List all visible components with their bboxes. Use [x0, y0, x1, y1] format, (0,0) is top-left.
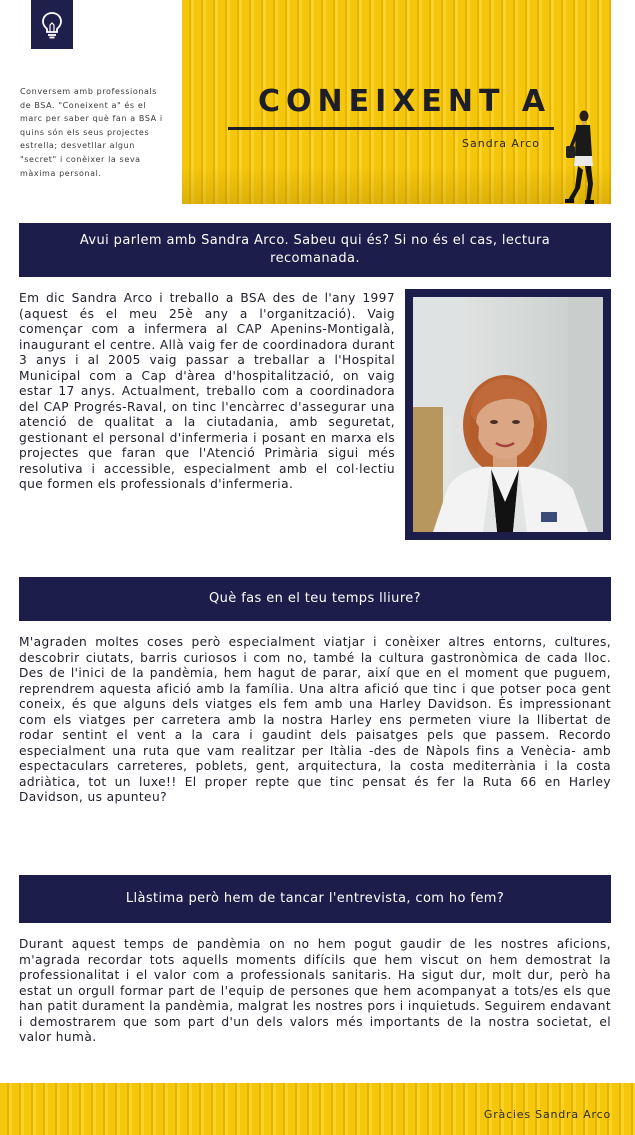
- section-body-free-time: M'agraden moltes coses però especialment viatjar i conèixer altres entorns, cultures, descobrir ciutats, barris curiosos i com no, també la cultura gastronòmica de cada lloc. Des de l'inici de la pandèmia, hem hagut de parar, així que en el moment que puguem, reprendrem aquesta afició amb la família. Una altra afició que tinc i que potser poca gent coneix, és que alguns dels viatges els fem amb una Harley Davidson. És impressionant com els viatges per carretera amb la nostra Harley ens permeten viure la llibertat de rodar sentint el vent a la cara i gaudint dels paisatges pels que passem. Recordo especialment una ruta que vam realitzar per Itàlia -des de Nàpols fins a Venècia- amb espectaculars carreteres, poblets, gent, arquitectura, la costa mediterrània i la costa adriàtica, tot un luxe!! El proper repte que tinc pensat és fer la Ruta 66 en Harley Davidson, us apunteu?: [19, 635, 611, 804]
- lightbulb-icon: [40, 11, 64, 39]
- title-underline: [228, 127, 554, 130]
- intro-text: Conversem amb professionals de BSA. "Coneixent a" és el marc per saber què fan a BSA i quins són els seus projectes estrella; desvetllar algun "secret" i conèixer la seva màxima personal.: [20, 87, 163, 178]
- page-title: CONEIXENT A: [258, 84, 552, 119]
- section-heading-free-time: Què fas en el teu temps lliure?: [19, 577, 611, 621]
- portrait-photo: [405, 289, 611, 540]
- logo: [31, 0, 73, 49]
- section-heading-intro: Avui parlem amb Sandra Arco. Sabeu qui és? Si no és el cas, lectura recomanada.: [19, 223, 611, 277]
- footer-thanks: Gràcies Sandra Arco: [483, 1108, 611, 1121]
- hero-banner: [182, 0, 611, 204]
- page-subtitle: Sandra Arco: [462, 137, 541, 150]
- footer-banner: [0, 1083, 635, 1135]
- walking-person-illustration: [562, 108, 598, 204]
- section-body-intro: Em dic Sandra Arco i treballo a BSA des de l'any 1997 (aquest és el meu 25è any a l'organització). Vaig començar com a infermera al CAP Apenins-Montigalà, inaugurant el centre. Allà vaig fer de coordinadora durant 3 anys i al 2005 vaig passar a treballar a l'Hospital Municipal com a Cap d'àrea d'hospitalització, on vaig estar 17 anys. Actualment, treballo com a coordinadora del CAP Progrés-Raval, on tinc l'encàrrec d'assegurar una atenció de qualitat a la ciutadania, amb seguretat, gestionant el personal d'infermeria i posant en marxa els projectes que faran que l'Atenció Primària sigui més resolutiva i accessible, especialment amb el col·lectiu que formen els professionals d'infermeria.: [19, 291, 395, 491]
- section-heading-closing: Llàstima però hem de tancar l'entrevista, com ho fem?: [19, 875, 611, 923]
- section-body-closing: Durant aquest temps de pandèmia on no hem pogut gaudir de les nostres aficions, m'agrada recordar tots aquells moments difícils que hem viscut on hem demostrat la professionalitat i el valor com a professionals sanitaris. Ha sigut dur, molt dur, però ha estat un orgull formar part de l'equip de persones que hem acompanyat a tots/es els que han patit durament la pandèmia, malgrat les nostres pors i inquietuds. Seguirem endavant i demostrarem que som part d'un dels valors més importants de la nostra societat, el valor humà.: [19, 937, 611, 1044]
